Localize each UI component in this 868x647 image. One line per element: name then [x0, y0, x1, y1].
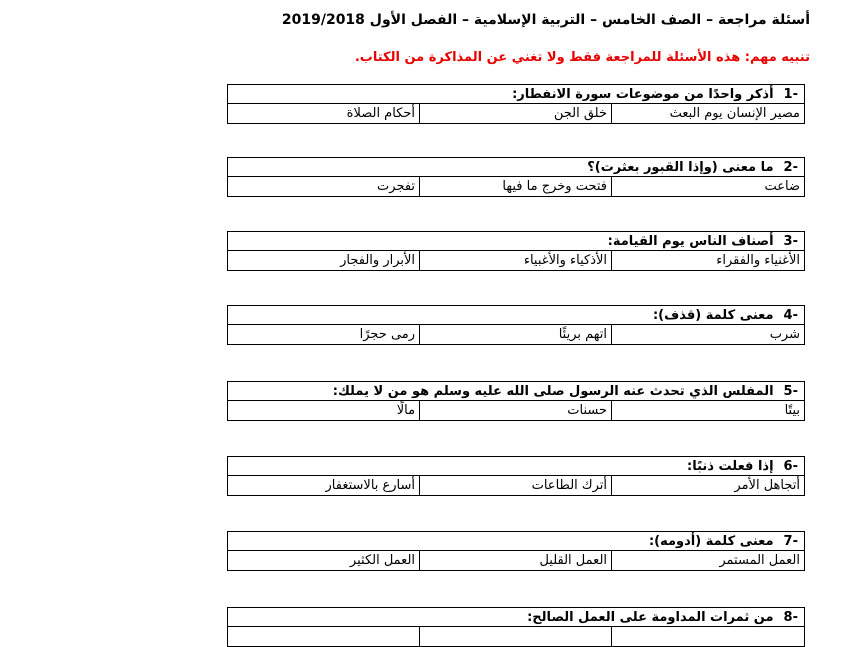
question-box: [227, 607, 805, 647]
option-cell: [228, 627, 420, 646]
question-text: ما معنى (وإذا القبور بعثرت)؟: [587, 159, 774, 175]
options-row: [228, 177, 804, 196]
question-number: 5-: [783, 383, 798, 399]
option-cell: اتهم بريئًا: [420, 325, 612, 344]
page-title: [0, 12, 810, 28]
options-row: [228, 627, 804, 646]
option-cell: ضاعت: [764, 179, 800, 194]
option-cell: بيتًا: [784, 403, 800, 418]
question-box: [227, 84, 805, 124]
question-number: 1-: [783, 86, 798, 102]
option-cell: مصير الإنسان يوم البعث: [669, 106, 800, 121]
option-cell: [612, 627, 804, 646]
question-number: 2-: [783, 159, 798, 175]
question-text: معنى كلمة (قذف):: [652, 307, 774, 323]
question-header: [228, 608, 804, 627]
question-header: [228, 232, 804, 251]
option-cell: أسارع بالاستغفار: [228, 476, 420, 495]
options-row: [228, 104, 804, 123]
option-cell: أتجاهل الأمر: [734, 478, 800, 493]
option-cell: فتحت وخرج ما فيها: [420, 177, 612, 196]
title-year: 2019/2018: [281, 12, 365, 28]
options-row: [228, 251, 804, 270]
option-cell: شرب: [769, 327, 800, 342]
notice-text: تنبيه مهم: هذه الأسئلة للمراجعة فقط ولا تغني عن المذاكرة من الكتاب.: [354, 50, 810, 65]
options-row: [228, 476, 804, 495]
option-cell: أحكام الصلاة: [228, 104, 420, 123]
question-number: 8-: [783, 609, 798, 625]
question-text: معنى كلمة (أدومه):: [648, 533, 774, 549]
option-cell: العمل المستمر: [719, 553, 800, 568]
question-number: 3-: [783, 233, 798, 249]
question-header: [228, 306, 804, 325]
question-text: المفلس الذي تحدث عنه الرسول صلى الله عليه وسلم هو من لا يملك:: [332, 383, 774, 399]
question-number: 7-: [783, 533, 798, 549]
question-number: 4-: [783, 307, 798, 323]
question-text: أذكر واحدًا من موضوعات سورة الانفطار:: [512, 86, 774, 102]
question-box: [227, 231, 805, 271]
question-box: [227, 531, 805, 571]
question-box: [227, 456, 805, 496]
question-header: [228, 158, 804, 177]
option-cell: مالًا: [228, 401, 420, 420]
question-header: [228, 382, 804, 401]
option-cell: الأبرار والفجار: [228, 251, 420, 270]
title-text: أسئلة مراجعة – الصف الخامس – التربية الإسلامية – الفصل الأول: [369, 12, 810, 28]
question-number: 6-: [783, 458, 798, 474]
option-cell: خلق الجن: [420, 104, 612, 123]
option-cell: العمل الكثير: [228, 551, 420, 570]
options-row: [228, 325, 804, 344]
option-cell: الأذكياء والأغبياء: [420, 251, 612, 270]
question-text: من ثمرات المداومة على العمل الصالح:: [527, 609, 774, 625]
options-row: [228, 551, 804, 570]
option-cell: [420, 627, 612, 646]
option-cell: حسنات: [420, 401, 612, 420]
option-cell: أترك الطاعات: [420, 476, 612, 495]
question-header: [228, 457, 804, 476]
question-header: [228, 532, 804, 551]
option-cell: الأغنياء والفقراء: [716, 253, 800, 268]
question-header: [228, 85, 804, 104]
question-box: [227, 381, 805, 421]
option-cell: رمى حجرًا: [228, 325, 420, 344]
option-cell: تفجرت: [228, 177, 420, 196]
question-box: [227, 305, 805, 345]
options-row: [228, 401, 804, 420]
question-text: أصناف الناس يوم القيامة:: [607, 233, 774, 249]
option-cell: العمل القليل: [420, 551, 612, 570]
question-text: إذا فعلت ذنبًا:: [687, 458, 774, 474]
question-box: [227, 157, 805, 197]
